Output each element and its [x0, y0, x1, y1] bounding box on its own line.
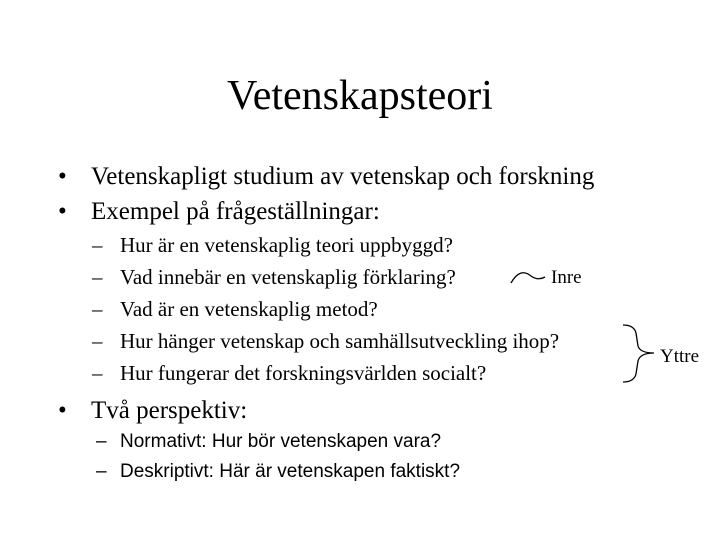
perspective-text: Normativt: Hur bör vetenskapen vara? [120, 431, 442, 452]
question-text: Hur fungerar det forskningsvärlden socialt? [120, 361, 487, 385]
question-text: Hur hänger vetenskap och samhällsutveckling ihop? [120, 329, 560, 353]
dash-marker: – [92, 361, 103, 385]
outer-bracket [623, 325, 654, 382]
annotation-outer: Yttre [660, 346, 700, 367]
bullet-text: Exempel på frågeställningar: [91, 198, 380, 225]
dash-marker: – [96, 431, 107, 452]
bullet-marker: • [58, 163, 67, 190]
question-text: Hur är en vetenskaplig teori uppbyggd? [120, 233, 453, 257]
bullet-text: Vetenskapligt studium av vetenskap och forskning [91, 163, 595, 190]
dash-marker: – [92, 233, 103, 257]
perspective-text: Deskriptivt: Här är vetenskapen faktiskt? [120, 461, 461, 482]
dash-marker: – [92, 265, 103, 289]
bullet-marker: • [58, 397, 67, 424]
question-text: Vad är en vetenskaplig metod? [120, 297, 378, 321]
dash-marker: – [92, 329, 103, 353]
bullet-marker: • [58, 198, 67, 225]
inner-bracket [511, 273, 545, 283]
dash-marker: – [92, 297, 103, 321]
slide-title: Vetenskapsteori [227, 73, 493, 119]
dash-marker: – [96, 461, 107, 482]
question-text: Vad innebär en vetenskaplig förklaring? [120, 265, 456, 289]
annotation-inner: Inre [551, 267, 582, 288]
bullet-text: Två perspektiv: [91, 397, 248, 424]
